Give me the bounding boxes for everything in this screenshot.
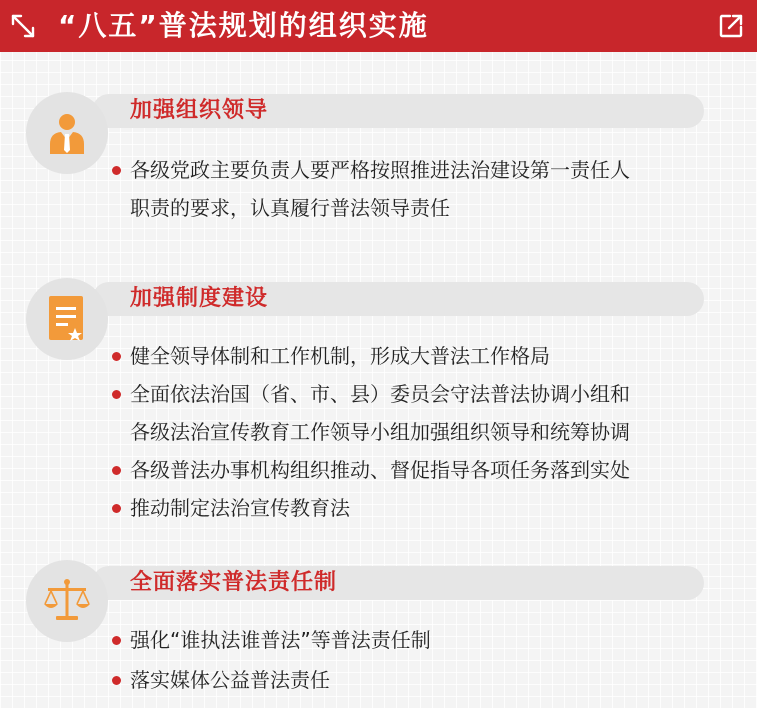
page-title: “八五”普法规划的组织实施 [58,9,429,42]
list-item-line: 强化“谁执法谁普法”等普法责任制 [130,628,431,652]
section-icon-badge [26,92,108,174]
leader-person-icon [44,110,90,156]
header-bar [0,0,757,52]
bullet-dot [112,676,121,685]
bullet-dot [112,504,121,513]
list-item-line: 职责的要求，认真履行普法领导责任 [130,196,450,220]
expand-icon[interactable] [10,13,36,39]
list-item-line: 健全领导体制和工作机制，形成大普法工作格局 [130,344,550,368]
section-icon-badge [26,560,108,642]
bullet-dot [112,636,121,645]
list-item-line: 落实媒体公益普法责任 [130,668,330,692]
bullet-dot [112,166,121,175]
list-item-line: 各级法治宣传教育工作领导小组加强组织领导和统筹协调 [130,420,630,444]
document-certificate-icon [45,294,89,344]
section-title: 全面落实普法责任制 [130,570,338,595]
bullet-dot [112,466,121,475]
list-item-line: 各级党政主要负责人要严格按照推进法治建设第一责任人 [130,158,630,182]
bullet-dot [112,352,121,361]
section-title: 加强组织领导 [130,98,269,123]
section-title: 加强制度建设 [130,286,269,311]
list-item-line: 推动制定法治宣传教育法 [130,496,350,520]
bullet-dot [112,390,121,399]
section-icon-badge [26,278,108,360]
list-item-line: 各级普法办事机构组织推动、督促指导各项任务落到实处 [130,458,630,482]
scales-of-justice-icon [42,578,92,624]
list-item-line: 全面依法治国（省、市、县）委员会守法普法协调小组和 [130,382,630,406]
external-link-icon[interactable] [717,12,745,40]
